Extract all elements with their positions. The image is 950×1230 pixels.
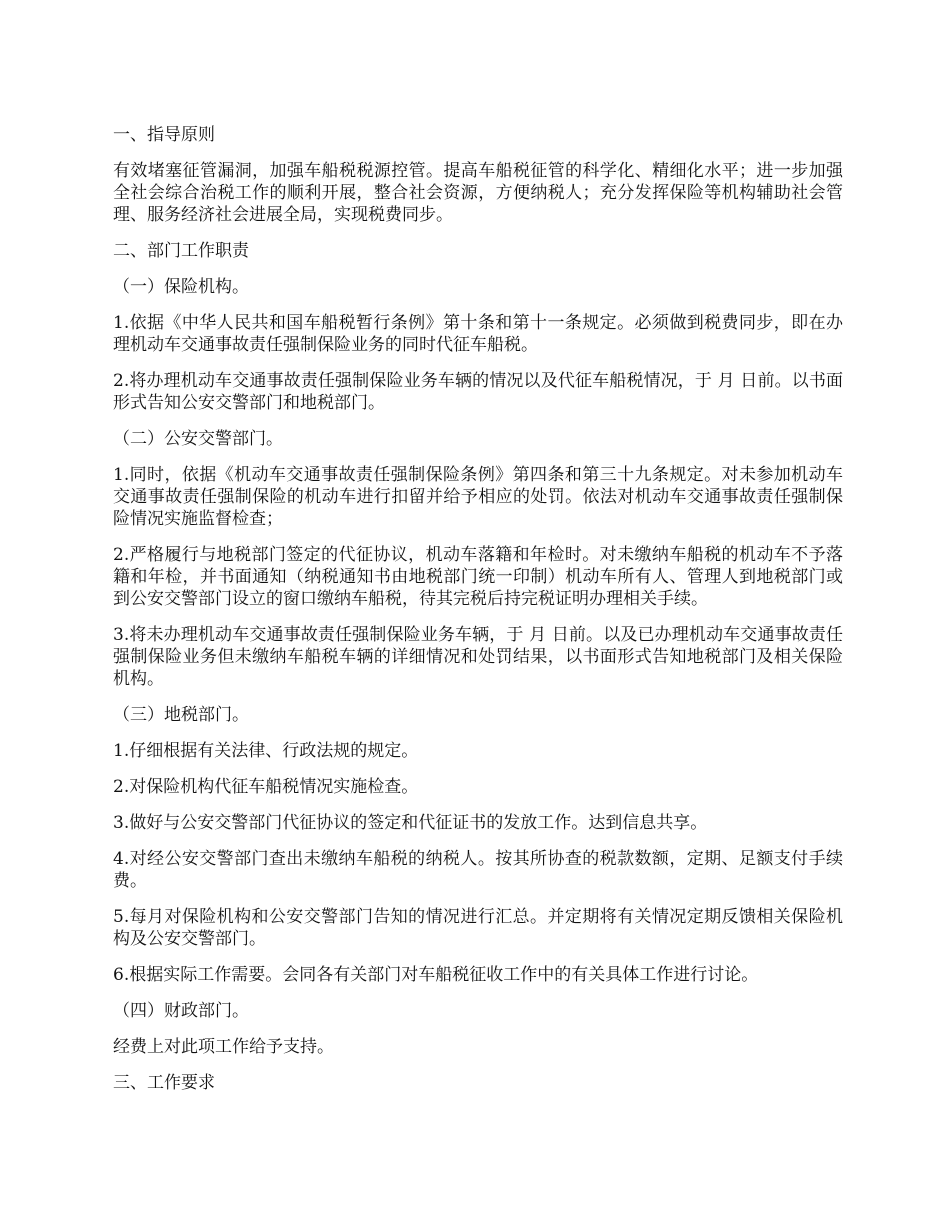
list-item-tax-4: 4.对经公安交警部门查出未缴纳车船税的纳税人。按其所协查的税款数额，定期、足额支付手续费。 <box>113 849 843 891</box>
list-item-tax-2: 2.对保险机构代征车船税情况实施检查。 <box>113 777 419 797</box>
list-item-tax-1: 1.仔细根据有关法律、行政法规的规定。 <box>113 741 419 761</box>
subheading-insurance-institutions: （一）保险机构。 <box>113 277 249 297</box>
subheading-traffic-police: （二）公安交警部门。 <box>113 429 283 449</box>
list-item-police-3: 3.将未办理机动车交通事故责任强制保险业务车辆，于 月 日前。以及已办理机动车交通事故责任强制保险业务但未缴纳车船税车辆的详细情况和处罚结果，以书面形式告知地税部门及相关保险机构。 <box>113 625 843 689</box>
list-item-insurance-1: 1.依据《中华人民共和国车船税暂行条例》第十条和第十一条规定。必须做到税费同步，即在办理机动车交通事故责任强制保险业务的同时代征车船税。 <box>113 313 843 355</box>
list-item-tax-5: 5.每月对保险机构和公安交警部门告知的情况进行汇总。并定期将有关情况定期反馈相关保险机构及公安交警部门。 <box>113 907 843 949</box>
paragraph-finance: 经费上对此项工作给予支持。 <box>113 1037 334 1057</box>
list-item-insurance-2: 2.将办理机动车交通事故责任强制保险业务车辆的情况以及代征车船税情况，于 月 日前。以书面形式告知公安交警部门和地税部门。 <box>113 371 843 413</box>
list-item-tax-6: 6.根据实际工作需要。会同各有关部门对车船税征收工作中的有关具体工作进行讨论。 <box>113 965 759 985</box>
section-heading-work-requirements: 三、工作要求 <box>113 1073 215 1093</box>
list-item-tax-3: 3.做好与公安交警部门代征协议的签定和代征证书的发放工作。达到信息共享。 <box>113 813 708 833</box>
subheading-local-tax: （三）地税部门。 <box>113 705 249 725</box>
document-body <box>113 124 843 1108</box>
section-heading-department-duties: 二、部门工作职责 <box>113 241 249 261</box>
subheading-finance: （四）财政部门。 <box>113 1001 249 1021</box>
section-heading-guiding-principles: 一、指导原则 <box>113 125 215 145</box>
list-item-police-2: 2.严格履行与地税部门签定的代征协议，机动车落籍和年检时。对未缴纳车船税的机动车不予落籍和年检，并书面通知（纳税通知书由地税部门统一印制）机动车所有人、管理人到地税部门或到公安交警部门设立的窗口缴纳车船税，待其完税后持完税证明办理相关手续。 <box>113 545 843 609</box>
list-item-police-1: 1.同时，依据《机动车交通事故责任强制保险条例》第四条和第三十九条规定。对未参加机动车交通事故责任强制保险的机动车进行扣留并给予相应的处罚。依法对机动车交通事故责任强制保险情况实施监督检查； <box>113 465 843 529</box>
paragraph-guiding-principles: 有效堵塞征管漏洞，加强车船税税源控管。提高车船税征管的科学化、精细化水平；进一步加强全社会综合治税工作的顺利开展，整合社会资源，方便纳税人；充分发挥保险等机构辅助社会管理、服务经济社会进展全局，实现税费同步。 <box>113 161 843 225</box>
